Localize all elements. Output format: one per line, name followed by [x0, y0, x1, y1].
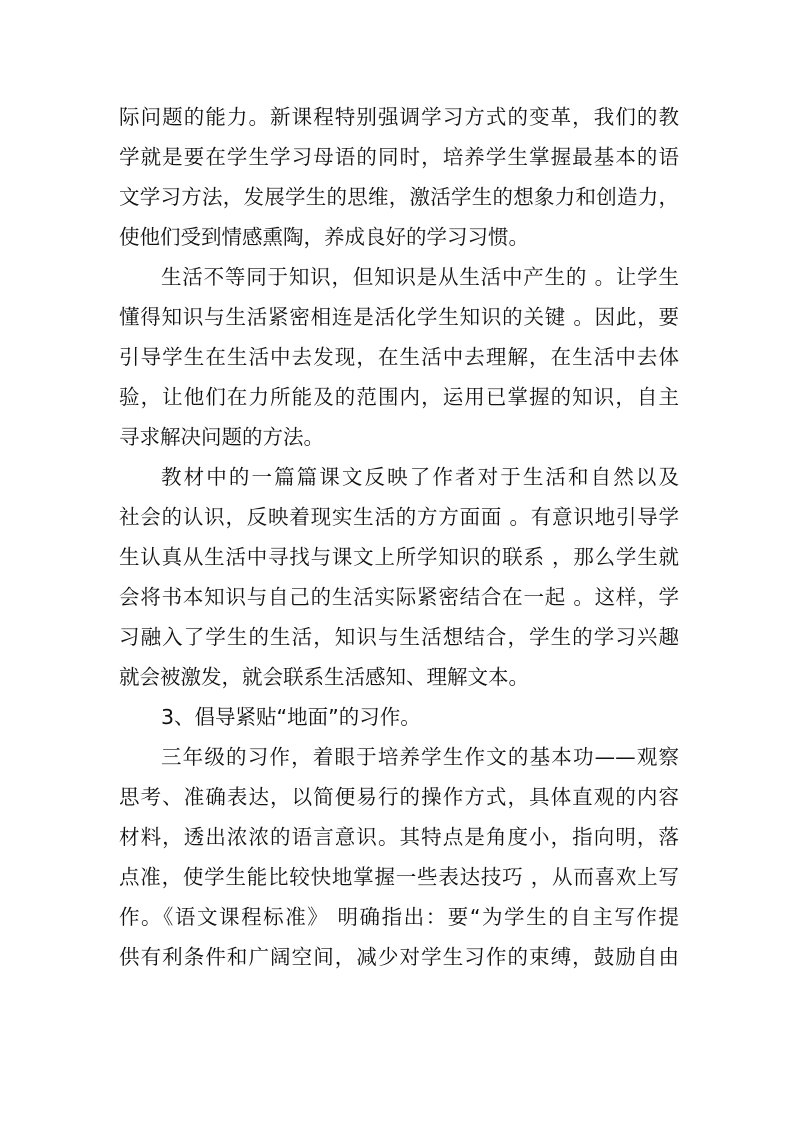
text-line: 材料，透出浓浓的语言意识。其特点是角度小，指向明，落	[119, 825, 679, 849]
text-line: 就会被激发，就会联系生活感知、理解文本。	[119, 665, 529, 689]
section-heading	[119, 697, 679, 737]
paragraph-1	[119, 97, 679, 257]
text-line: 会将书本知识与自己的生活实际紧密结合在一起 。这样，学	[119, 585, 679, 609]
text-line: 生活不等同于知识，但知识是从生活中产生的 。让学生	[161, 265, 679, 289]
paragraph-2	[119, 257, 679, 457]
text-line: 验，让他们在力所能及的范围内，运用已掌握的知识，自主	[119, 385, 679, 409]
text-line: 文学习方法，发展学生的思维，激活学生的想象力和创造力，	[119, 185, 679, 209]
text-line: 作。《语文课程标准》 明确指出：要“为学生的自主写作提	[119, 905, 679, 929]
text-line: 社会的认识，反映着现实生活的方方面面 。有意识地引导学	[119, 505, 679, 529]
text-line: 际问题的能力。新课程特别强调学习方式的变革，我们的教	[119, 105, 679, 129]
text-line: 学就是要在学生学习母语的同时，培养学生掌握最基本的语	[119, 145, 679, 169]
text-line: 生认真从生活中寻找与课文上所学知识的联系 ，那么学生就	[119, 545, 679, 569]
document-body	[119, 97, 679, 977]
paragraph-3	[119, 457, 679, 697]
text-line: 使他们受到情感熏陶，养成良好的学习习惯。	[119, 225, 529, 249]
text-line: 思考、准确表达，以简便易行的操作方式，具体直观的内容	[119, 785, 679, 809]
text-line: 引导学生在生活中去发现，在生活中去理解，在生活中去体	[119, 345, 679, 369]
heading-line: 3、倡导紧贴“地面”的习作。	[161, 705, 421, 729]
text-line: 供有利条件和广阔空间，减少对学生习作的束缚，鼓励自由	[119, 945, 679, 969]
text-line: 三年级的习作，着眼于培养学生作文的基本功——观察	[161, 745, 679, 769]
text-line: 懂得知识与生活紧密相连是活化学生知识的关键 。因此，要	[119, 305, 679, 329]
text-line: 点准，使学生能比较快地掌握一些表达技巧 ，从而喜欢上写	[119, 865, 679, 889]
text-line: 寻求解决问题的方法。	[119, 425, 324, 449]
text-line: 习融入了学生的生活，知识与生活想结合，学生的学习兴趣	[119, 625, 679, 649]
text-line: 教材中的一篇篇课文反映了作者对于生活和自然以及	[161, 465, 679, 489]
paragraph-4	[119, 737, 679, 977]
